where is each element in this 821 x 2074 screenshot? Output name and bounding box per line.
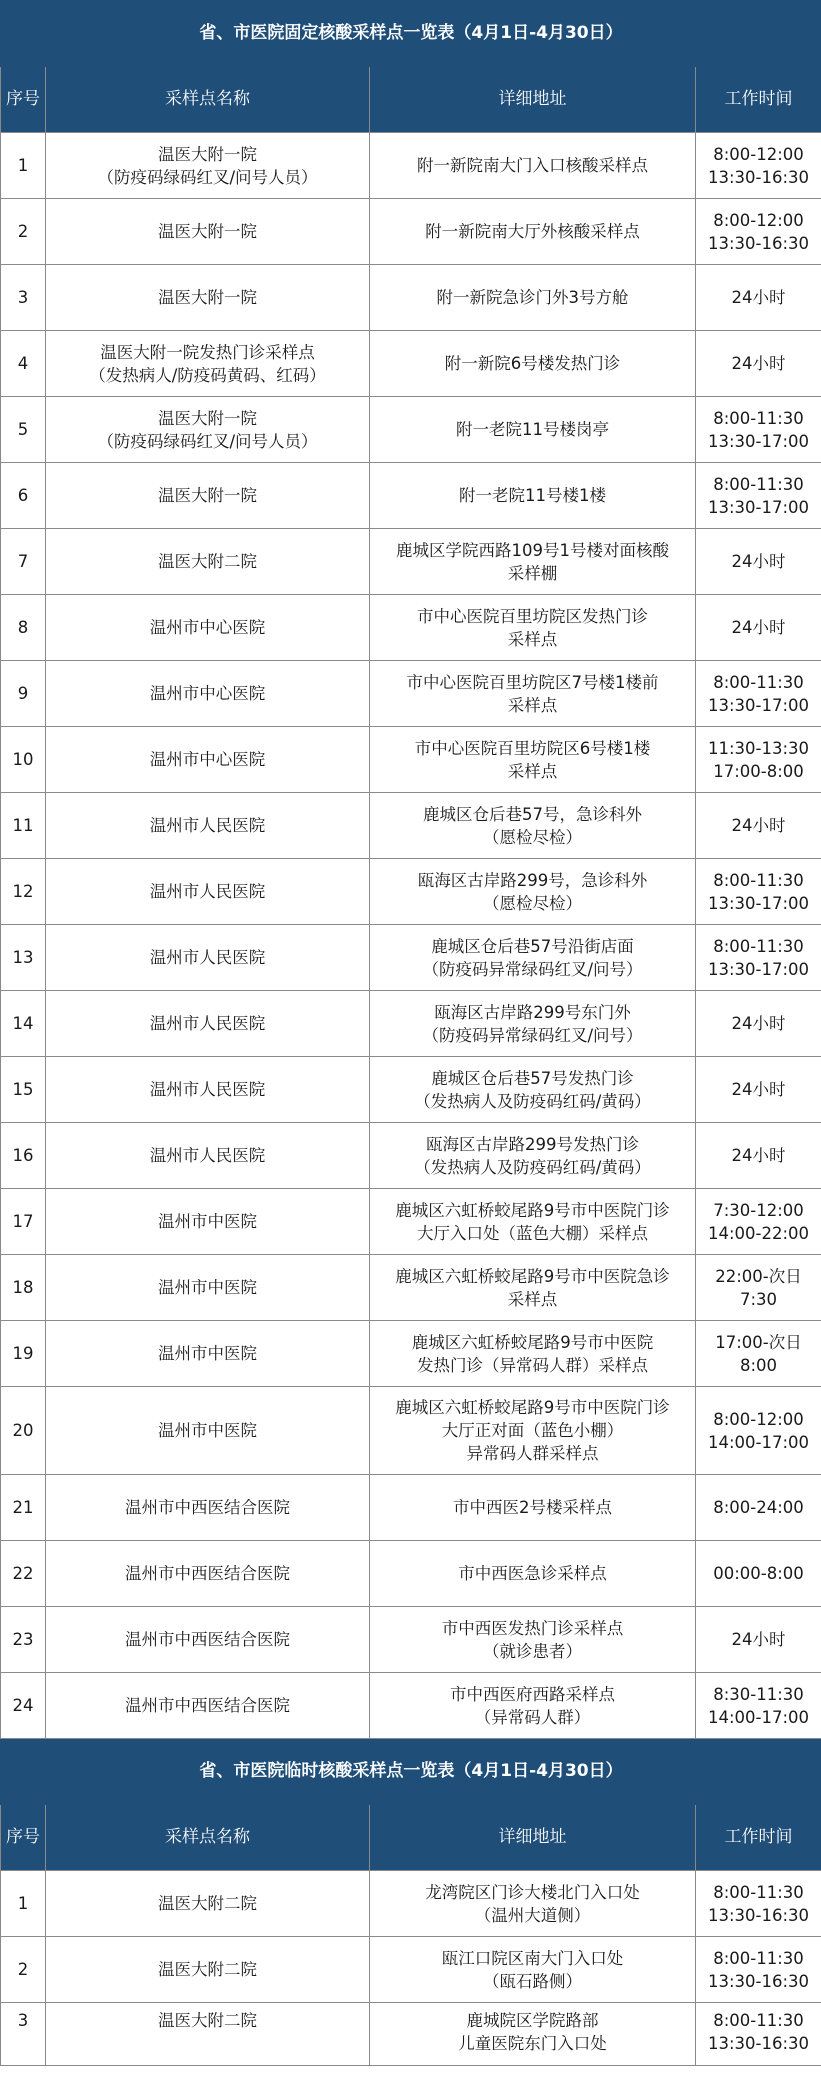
fixed-header-hours: 工作时间 <box>696 67 821 133</box>
row-number: 3 <box>1 265 46 331</box>
table-row <box>1 925 821 991</box>
row-number: 1 <box>1 1871 46 1937</box>
working-hours: 24小时 <box>696 331 821 397</box>
table-row <box>1 793 821 859</box>
working-hours: 11:30-13:30 17:00-8:00 <box>696 727 821 793</box>
table-row <box>1 1387 821 1475</box>
site-name: 温州市中医院 <box>46 1255 370 1321</box>
row-number: 6 <box>1 463 46 529</box>
table-row <box>1 1321 821 1387</box>
working-hours: 8:00-11:30 13:30-17:00 <box>696 925 821 991</box>
fixed-header-site-name: 采样点名称 <box>46 67 370 133</box>
row-number: 2 <box>1 199 46 265</box>
site-address: 市中西医急诊采样点 <box>370 1541 696 1607</box>
table-row <box>1 661 821 727</box>
table-row <box>1 595 821 661</box>
row-number: 18 <box>1 1255 46 1321</box>
site-address: 市中心医院百里坊院区发热门诊 采样点 <box>370 595 696 661</box>
table-row <box>1 1673 821 1739</box>
table-row <box>1 1475 821 1541</box>
fixed-header-row <box>1 67 821 133</box>
row-number: 24 <box>1 1673 46 1739</box>
working-hours: 8:30-11:30 14:00-17:00 <box>696 1673 821 1739</box>
row-number: 5 <box>1 397 46 463</box>
row-number: 14 <box>1 991 46 1057</box>
site-address: 鹿城区仓后巷57号沿街店面 （防疫码异常绿码红叉/问号） <box>370 925 696 991</box>
working-hours: 8:00-11:30 13:30-16:30 <box>696 2003 821 2066</box>
table-row <box>1 1189 821 1255</box>
site-address: 附一新院南大门入口核酸采样点 <box>370 133 696 199</box>
site-address: 附一老院11号楼岗亭 <box>370 397 696 463</box>
site-address: 鹿城院区学院路部 儿童医院东门入口处 <box>370 2003 696 2066</box>
row-number: 7 <box>1 529 46 595</box>
site-address: 附一新院急诊门外3号方舱 <box>370 265 696 331</box>
site-address: 鹿城区六虹桥蛟尾路9号市中医院急诊 采样点 <box>370 1255 696 1321</box>
site-address: 鹿城区学院西路109号1号楼对面核酸 采样棚 <box>370 529 696 595</box>
site-name: 温州市人民医院 <box>46 1123 370 1189</box>
table-row <box>1 1871 821 1937</box>
temporary-header-row <box>1 1805 821 1871</box>
row-number: 19 <box>1 1321 46 1387</box>
row-number: 9 <box>1 661 46 727</box>
site-name: 温州市人民医院 <box>46 991 370 1057</box>
site-address: 市中心医院百里坊院区6号楼1楼 采样点 <box>370 727 696 793</box>
site-name: 温州市中心医院 <box>46 661 370 727</box>
temporary-title-row <box>1 1739 821 1805</box>
working-hours: 17:00-次日 8:00 <box>696 1321 821 1387</box>
site-address: 鹿城区六虹桥蛟尾路9号市中医院门诊 大厅入口处（蓝色大棚）采样点 <box>370 1189 696 1255</box>
table-row <box>1 199 821 265</box>
site-address: 瓯海区古岸路299号，急诊科外 （愿检尽检） <box>370 859 696 925</box>
row-number: 23 <box>1 1607 46 1673</box>
table-row <box>1 1057 821 1123</box>
table-row <box>1 397 821 463</box>
table-row <box>1 1255 821 1321</box>
fixed-table-title: 省、市医院固定核酸采样点一览表（4月1日-4月30日） <box>1 1 821 67</box>
fixed-header-no: 序号 <box>1 67 46 133</box>
working-hours: 00:00-8:00 <box>696 1541 821 1607</box>
site-name: 温医大附一院 （防疫码绿码红叉/问号人员） <box>46 133 370 199</box>
site-address: 市中西医发热门诊采样点 （就诊患者） <box>370 1607 696 1673</box>
site-address: 鹿城区六虹桥蛟尾路9号市中医院门诊 大厅正对面（蓝色小棚） 异常码人群采样点 <box>370 1387 696 1475</box>
table-row <box>1 331 821 397</box>
site-address: 龙湾院区门诊大楼北门入口处 （温州大道侧） <box>370 1871 696 1937</box>
site-address: 鹿城区六虹桥蛟尾路9号市中医院 发热门诊（异常码人群）采样点 <box>370 1321 696 1387</box>
site-name: 温医大附一院 <box>46 265 370 331</box>
working-hours: 8:00-12:00 14:00-17:00 <box>696 1387 821 1475</box>
working-hours: 8:00-11:30 13:30-17:00 <box>696 661 821 727</box>
working-hours: 22:00-次日 7:30 <box>696 1255 821 1321</box>
working-hours: 8:00-11:30 13:30-16:30 <box>696 1937 821 2003</box>
site-address: 附一新院南大厅外核酸采样点 <box>370 199 696 265</box>
site-name: 温州市人民医院 <box>46 1057 370 1123</box>
site-address: 瓯江口院区南大门入口处 （瓯石路侧） <box>370 1937 696 2003</box>
site-name: 温医大附二院 <box>46 1937 370 2003</box>
temporary-header-address: 详细地址 <box>370 1805 696 1871</box>
table-row <box>1 727 821 793</box>
row-number: 10 <box>1 727 46 793</box>
working-hours: 8:00-24:00 <box>696 1475 821 1541</box>
site-name: 温州市中西医结合医院 <box>46 1607 370 1673</box>
working-hours: 24小时 <box>696 991 821 1057</box>
site-name: 温医大附二院 <box>46 1871 370 1937</box>
site-name: 温医大附一院 （防疫码绿码红叉/问号人员） <box>46 397 370 463</box>
working-hours: 8:00-11:30 13:30-17:00 <box>696 859 821 925</box>
site-name: 温州市人民医院 <box>46 793 370 859</box>
table-row <box>1 1541 821 1607</box>
working-hours: 8:00-11:30 13:30-17:00 <box>696 397 821 463</box>
working-hours: 24小时 <box>696 265 821 331</box>
working-hours: 8:00-11:30 13:30-16:30 <box>696 1871 821 1937</box>
site-name: 温医大附一院 <box>46 463 370 529</box>
site-address: 鹿城区仓后巷57号发热门诊 （发热病人及防疫码红码/黄码） <box>370 1057 696 1123</box>
site-name: 温州市中心医院 <box>46 595 370 661</box>
site-address: 鹿城区仓后巷57号，急诊科外 （愿检尽检） <box>370 793 696 859</box>
working-hours: 24小时 <box>696 595 821 661</box>
site-name: 温医大附一院发热门诊采样点 （发热病人/防疫码黄码、红码） <box>46 331 370 397</box>
working-hours: 24小时 <box>696 793 821 859</box>
table-row <box>1 1607 821 1673</box>
site-name: 温医大附二院 <box>46 529 370 595</box>
site-address: 瓯海区古岸路299号发热门诊 （发热病人及防疫码红码/黄码） <box>370 1123 696 1189</box>
row-number: 11 <box>1 793 46 859</box>
table-row <box>1 133 821 199</box>
temporary-table-title: 省、市医院临时核酸采样点一览表（4月1日-4月30日） <box>1 1739 821 1805</box>
row-number: 13 <box>1 925 46 991</box>
working-hours: 24小时 <box>696 1607 821 1673</box>
table-row <box>1 1123 821 1189</box>
site-name: 温州市中西医结合医院 <box>46 1475 370 1541</box>
row-number: 3 <box>1 2003 46 2066</box>
table-row <box>1 2003 821 2066</box>
site-name: 温州市中医院 <box>46 1321 370 1387</box>
table-row <box>1 529 821 595</box>
table-row <box>1 463 821 529</box>
row-number: 2 <box>1 1937 46 2003</box>
table-row <box>1 859 821 925</box>
site-name: 温州市中医院 <box>46 1387 370 1475</box>
row-number: 4 <box>1 331 46 397</box>
fixed-header-address: 详细地址 <box>370 67 696 133</box>
site-address: 市中西医府西路采样点 （异常码人群） <box>370 1673 696 1739</box>
site-name: 温医大附一院 <box>46 199 370 265</box>
site-address: 瓯海区古岸路299号东门外 （防疫码异常绿码红叉/问号） <box>370 991 696 1057</box>
site-name: 温州市人民医院 <box>46 925 370 991</box>
row-number: 8 <box>1 595 46 661</box>
row-number: 20 <box>1 1387 46 1475</box>
working-hours: 8:00-12:00 13:30-16:30 <box>696 199 821 265</box>
site-address: 附一新院6号楼发热门诊 <box>370 331 696 397</box>
working-hours: 24小时 <box>696 529 821 595</box>
site-address: 市中心医院百里坊院区7号楼1楼前 采样点 <box>370 661 696 727</box>
working-hours: 8:00-12:00 13:30-16:30 <box>696 133 821 199</box>
site-name: 温医大附二院 <box>46 2003 370 2066</box>
table-row <box>1 1937 821 2003</box>
site-name: 温州市中西医结合医院 <box>46 1541 370 1607</box>
site-name: 温州市中心医院 <box>46 727 370 793</box>
row-number: 17 <box>1 1189 46 1255</box>
site-name: 温州市人民医院 <box>46 859 370 925</box>
table-row <box>1 991 821 1057</box>
working-hours: 7:30-12:00 14:00-22:00 <box>696 1189 821 1255</box>
working-hours: 8:00-11:30 13:30-17:00 <box>696 463 821 529</box>
row-number: 16 <box>1 1123 46 1189</box>
temporary-header-hours: 工作时间 <box>696 1805 821 1871</box>
site-address: 市中西医2号楼采样点 <box>370 1475 696 1541</box>
row-number: 22 <box>1 1541 46 1607</box>
row-number: 1 <box>1 133 46 199</box>
fixed-title-row <box>1 1 821 67</box>
row-number: 21 <box>1 1475 46 1541</box>
table-row <box>1 265 821 331</box>
temporary-header-no: 序号 <box>1 1805 46 1871</box>
working-hours: 24小时 <box>696 1057 821 1123</box>
site-name: 温州市中西医结合医院 <box>46 1673 370 1739</box>
temporary-header-site-name: 采样点名称 <box>46 1805 370 1871</box>
site-address: 附一老院11号楼1楼 <box>370 463 696 529</box>
working-hours: 24小时 <box>696 1123 821 1189</box>
row-number: 12 <box>1 859 46 925</box>
row-number: 15 <box>1 1057 46 1123</box>
site-name: 温州市中医院 <box>46 1189 370 1255</box>
